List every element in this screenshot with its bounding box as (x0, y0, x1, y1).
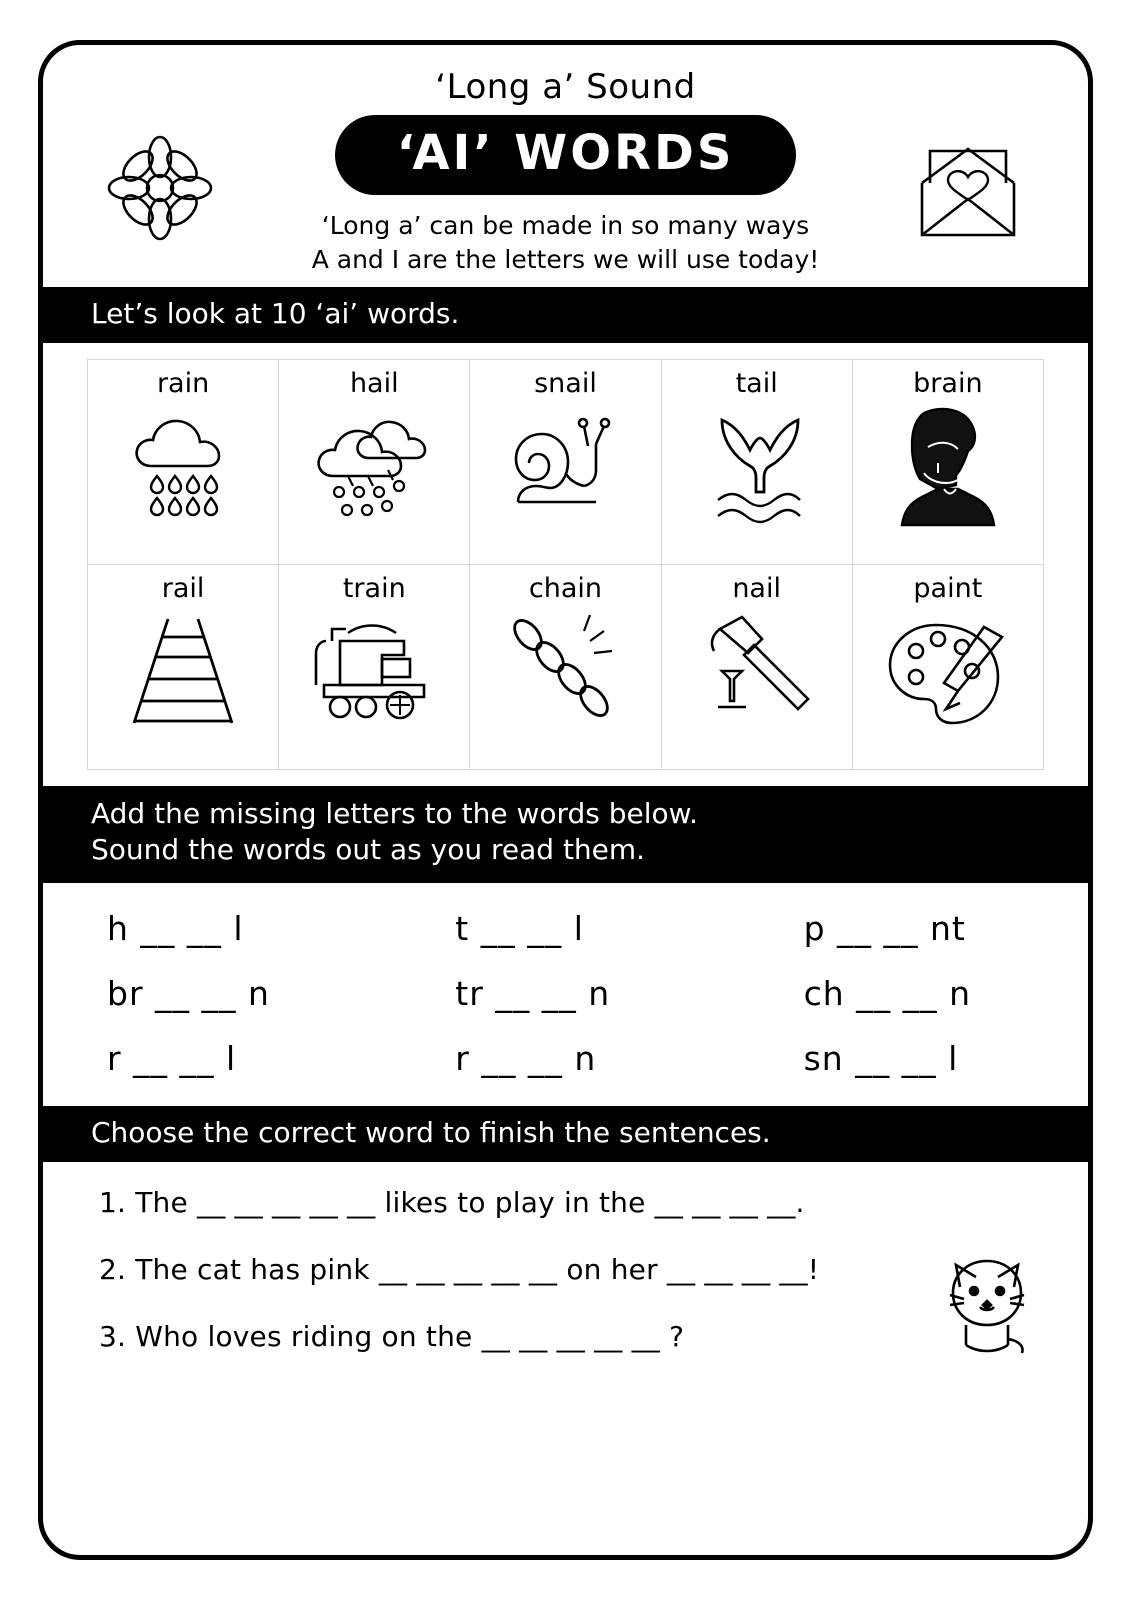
flower-icon (105, 133, 215, 247)
section-3-banner: Choose the correct word to finish the sentences. (43, 1106, 1088, 1162)
missing-word-brain[interactable]: br __ __ n (107, 973, 270, 1013)
sentence-3[interactable]: 3. Who loves riding on the __ __ __ __ __ ? (99, 1320, 685, 1354)
tagline-line-2: A and I are the letters we will use today! (311, 244, 820, 274)
word-cell-hail (279, 359, 470, 564)
section-2-banner-line-1: Add the missing letters to the words below. (91, 796, 698, 830)
word-cell-snail (470, 359, 661, 564)
word-label: hail (349, 367, 399, 399)
section-2-banner (43, 786, 1088, 883)
word-label: train (342, 572, 406, 604)
missing-word-tail[interactable]: t __ __ l (455, 908, 584, 948)
page-title: ‘AI’ WORDS (335, 115, 797, 195)
word-label: rail (161, 572, 205, 604)
section-2-banner-line-2: Sound the words out as you read them. (91, 833, 646, 867)
envelope-heart-icon (908, 137, 1028, 251)
missing-word-chain[interactable]: ch __ __ n (803, 973, 972, 1013)
missing-word-hail[interactable]: h __ __ l (107, 908, 244, 948)
missing-word-paint[interactable]: p __ __ nt (803, 908, 966, 948)
missing-word-train[interactable]: tr __ __ n (455, 973, 611, 1013)
missing-letters-row (43, 974, 1088, 1013)
word-label: brain (913, 367, 983, 399)
word-grid (87, 359, 1044, 770)
word-label: snail (534, 367, 597, 399)
word-cell-chain (470, 564, 661, 769)
word-label: nail (732, 572, 781, 604)
word-cell-paint (852, 564, 1043, 769)
missing-letters-exercise (43, 883, 1088, 1106)
sentence-2[interactable]: 2. The cat has pink __ __ __ __ __ on her __ __ __ __! (99, 1253, 820, 1287)
tagline-line-1: ‘Long a’ can be made in so many ways (321, 211, 810, 240)
word-cell-train (279, 564, 470, 769)
word-grid-wrapper (43, 343, 1088, 786)
brain-head-icon (853, 401, 1043, 531)
railway-track-icon (88, 606, 278, 736)
worksheet-sheet (38, 40, 1093, 1560)
whale-tail-icon (662, 401, 852, 531)
word-cell-rain (88, 359, 279, 564)
section-1-banner: Let’s look at 10 ‘ai’ words. (43, 287, 1088, 343)
snail-icon (470, 401, 660, 531)
word-cell-nail (661, 564, 852, 769)
word-label: chain (528, 572, 603, 604)
missing-word-rail[interactable]: r __ __ l (107, 1038, 237, 1078)
rain-cloud-icon (88, 401, 278, 531)
word-cell-tail (661, 359, 852, 564)
missing-letters-row (43, 909, 1088, 948)
chain-icon (470, 606, 660, 736)
paint-palette-icon (853, 606, 1043, 736)
hammer-nail-icon (662, 606, 852, 736)
sentence-exercise (43, 1162, 1088, 1353)
word-label: tail (735, 367, 778, 399)
word-label: rain (156, 367, 210, 399)
missing-letters-row (43, 1039, 1088, 1078)
missing-word-rain[interactable]: r __ __ n (455, 1038, 597, 1078)
hail-cloud-icon (279, 401, 469, 531)
train-icon (279, 606, 469, 736)
page-eyebrow: ‘Long a’ Sound (435, 67, 696, 107)
word-row-2 (88, 564, 1044, 769)
sentence-1[interactable]: 1. The __ __ __ __ __ likes to play in the __ __ __ __. (99, 1186, 805, 1220)
word-row-1 (88, 359, 1044, 564)
word-cell-brain (852, 359, 1043, 564)
word-label: paint (913, 572, 983, 604)
missing-word-snail[interactable]: sn __ __ l (803, 1038, 959, 1078)
cat-icon (932, 1247, 1042, 1361)
header (43, 45, 1088, 287)
word-cell-rail (88, 564, 279, 769)
